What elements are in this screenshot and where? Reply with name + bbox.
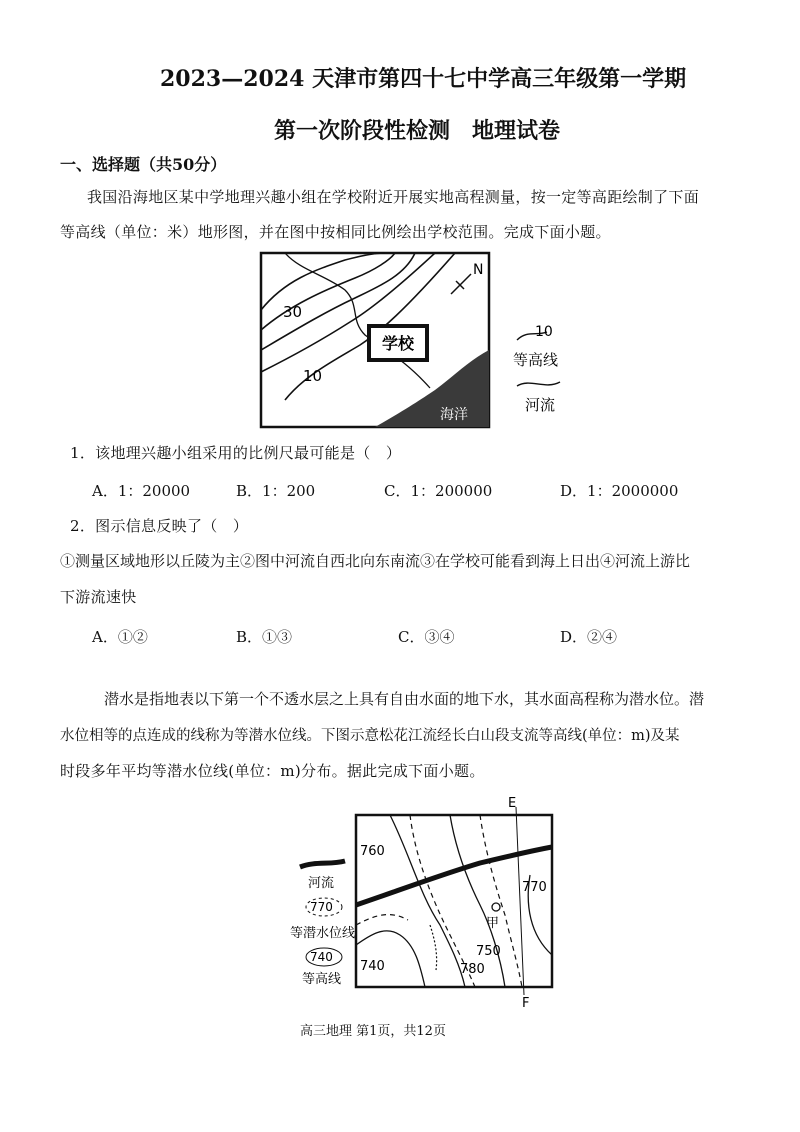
q2-option-d: D．②④ [560, 628, 618, 646]
legend-contour-label: 等高线 [302, 972, 342, 987]
contour-label-750: 750 [476, 944, 501, 959]
passage1-line2: 等高线（单位：米）地形图，并在图中按相同比例绘出学校范围。完成下面小题。 [60, 223, 611, 241]
q1-stem: 1．该地理兴趣小组采用的比例尺最可能是（ ） [70, 444, 402, 462]
legend-water-table-label: 等潜水位线 [290, 926, 356, 941]
legend-river-label: 河流 [308, 876, 335, 891]
contour-map-figure [255, 250, 595, 430]
label-f: F [522, 996, 530, 1011]
label-jia: 甲 [486, 916, 500, 931]
q2-statements-line2: 下游流速快 [60, 588, 137, 606]
contour-label-760: 760 [360, 844, 385, 859]
legend-river-icon [517, 382, 560, 386]
section-heading: 一、选择题（共50分） [60, 155, 227, 174]
q1-option-b: B．1：200 [236, 482, 316, 500]
passage2-line1: 潜水是指地表以下第一个不透水层之上具有自由水面的地下水，其水面高程称为潜水位。潜 [104, 690, 705, 708]
passage2-line3: 时段多年平均等潜水位线(单位：m)分布。据此完成下面小题。 [60, 762, 485, 780]
passage1-line1: 我国沿海地区某中学地理兴趣小组在学校附近开展实地高程测量，按一定等高距绘制了下面 [87, 188, 700, 206]
exam-title-line2: 第一次阶段性检测 地理试卷 [274, 118, 561, 144]
contour-label-30: 30 [283, 303, 303, 321]
legend-contour-value: 740 [310, 950, 333, 964]
q1-option-c: C．1：200000 [384, 482, 493, 500]
legend-river-label: 河流 [525, 396, 556, 414]
contour-label-10: 10 [303, 367, 323, 385]
point-jia-marker [492, 903, 500, 911]
legend-water-table-value: 770 [310, 900, 333, 914]
q2-stem: 2．图示信息反映了（ ） [70, 517, 249, 535]
passage2-line2: 水位相等的点连成的线称为等潜水位线。下图示意松花江流经长白山段支流等高线(单位：m)及某 [60, 728, 680, 744]
q2-option-c: C．③④ [398, 628, 455, 646]
sea-label: 海洋 [440, 407, 468, 423]
school-label: 学校 [381, 334, 415, 353]
q2-statements-line1: ①测量区域地形以丘陵为主②图中河流自西北向东南流③在学校可能看到海上日出④河流上游比 [60, 552, 691, 570]
contour-label-770: 770 [522, 880, 547, 895]
q2-option-b: B．①③ [236, 628, 293, 646]
contour-label-780: 780 [460, 962, 485, 977]
q1-option-a: A．1：20000 [92, 482, 191, 500]
contour-label-740: 740 [360, 959, 385, 974]
label-e: E [508, 796, 517, 811]
legend-river-icon [300, 861, 345, 867]
legend-contour-label: 等高线 [513, 351, 559, 369]
legend-contour-value: 10 [535, 324, 553, 340]
page-footer: 高三地理 第1页，共12页 [300, 1024, 446, 1039]
q1-option-d: D．1：2000000 [560, 482, 679, 500]
water-table-map-figure [290, 795, 570, 1015]
north-label: N [473, 262, 484, 278]
exam-title-line1: 2023—2024 天津市第四十七中学高三年级第一学期 [160, 66, 687, 92]
q2-option-a: A．①② [92, 628, 148, 646]
